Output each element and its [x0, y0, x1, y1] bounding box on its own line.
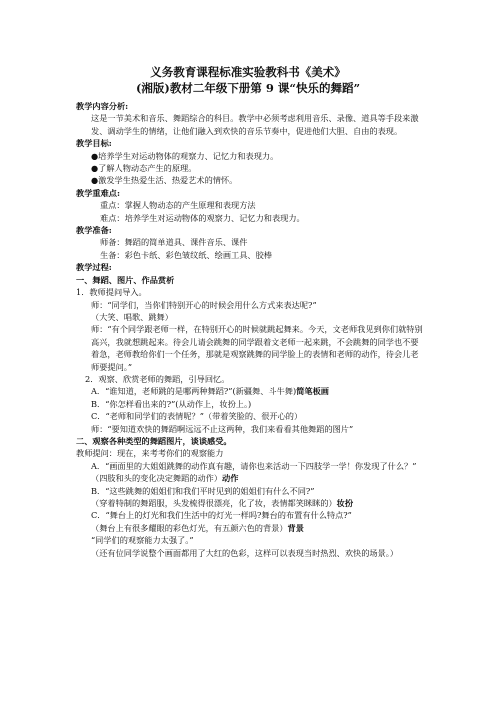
part2-heading: 二、观察各种类型的舞蹈图片，谈谈感受。	[76, 435, 232, 446]
title-block	[0, 64, 496, 96]
step1-teacher: 师：“同学们，当你们特别开心的时候会用什么方式来表达呢?”	[91, 299, 317, 310]
difficult-point: 难点：培养学生对运动物体的观察力、记忆力和表现力。	[100, 212, 305, 223]
part2-ask: 教师提问：现在，来考考你们的观察能力	[76, 448, 224, 459]
step2: 2．观察、欣赏老师的舞蹈，引导回忆。	[85, 373, 230, 384]
goal-item: ●了解人物动态产生的原理。	[91, 163, 197, 174]
part2-a-answer-line	[76, 472, 424, 484]
step2-a-text: A．“谁知道，老师跳的是哪两种舞蹈?”(新疆舞、斗牛舞)	[91, 386, 297, 397]
goal-item: ●激发学生热爱生活、热爱艺术的情怀。	[91, 175, 238, 186]
step1-answer: （大笑、唱歌、跳舞）	[91, 311, 173, 322]
content-analysis-heading: 教学内容分析:	[76, 101, 129, 111]
goals-heading: 教学目标:	[76, 138, 112, 149]
part2-c-bold: 背景	[287, 522, 304, 533]
key-points-heading: 教学重难点:	[76, 187, 120, 198]
step2-teacher: 师：“要知道欢快的舞蹈啊远远不止这两种，我们来看看其他舞蹈的图片”	[91, 423, 354, 434]
part2-a: A．“画面里的大姐姐跳舞的动作真有趣，请你也来活动一下四肢学一学！你发现了什么？”	[91, 460, 417, 471]
part1-heading: 一、舞蹈、图片、作品赏析	[76, 274, 175, 285]
step1-teacher-2: 师：“有个同学跟老师一样，在特别开心的时候就跳起舞来。今天，文老师我见到你们就特别高兴，我就想跳起来。待会儿请会跳舞的同学跟着文老师一起来跳，不会跳舞的同学也不要着急，老师教给你们一个任务，那就是观察跳舞的同学脸上的表情和老师的动作，待会儿老师要提问。”	[91, 324, 423, 372]
part2-c: C．“舞台上的灯光和我们生活中的灯光一样吗?舞台的布置有什么特点?”	[91, 510, 352, 521]
content-analysis-text: 这是一节美术和音乐、舞蹈综合的科目。教学中必须考虑利用音乐、录像、道具等手段来激发、调动学生的情绪，让他们融入到欢快的音乐节奏中，促进他们大胆、自由的表现。	[91, 113, 419, 136]
document-subtitle: (湘版)教材二年级下册第 9 课“快乐的舞蹈”	[135, 81, 361, 95]
prep-teacher: 师备：舞蹈的简单道具、课件音乐、课件	[100, 237, 248, 248]
key-point: 重点：掌握人物动态的产生原理和表现方法	[100, 200, 256, 211]
part2-c-answer: （舞台上有很多耀眼的彩色灯光，有五颜六色的背景）	[91, 522, 288, 533]
document-body	[76, 100, 424, 559]
part2-b: B．“这些跳舞的姐姐们和我们平时见到的姐姐们有什么不同?”	[91, 485, 315, 496]
prep-heading: 教学准备:	[76, 225, 112, 236]
part2-c-answer-line	[76, 522, 424, 534]
process-heading: 教学过程:	[76, 262, 112, 273]
part2-b-answer: （穿着特制的舞蹈服，头发梳得很漂亮，化了妆，表情都笑眯眯的）	[91, 498, 337, 508]
step2-c: C．“老师和同学们的表情呢？”（带着笑脸的、很开心的）	[91, 411, 303, 422]
prep-student: 生备：彩色卡纸、彩色皱纹纸、绘画工具、胶棒	[100, 249, 272, 260]
goal-item: ●培养学生对运动物体的观察力、记忆力和表现力。	[91, 150, 279, 161]
part2-a-bold: 动作	[222, 473, 239, 484]
part2-b-bold: 妆扮	[336, 498, 354, 508]
part2-a-answer: （四肢和头的变化决定舞蹈的动作）	[91, 473, 223, 484]
step2-a	[76, 385, 424, 397]
step2-a-bold: 简笔板画	[296, 386, 329, 397]
part2-praise: “同学们的观察能力太强了。”	[91, 535, 194, 546]
part2-note: （还有位同学说整个画面都用了大红的色彩，这样可以表现当时热烈、欢快的场景。）	[91, 547, 399, 558]
part2-b-answer-line	[76, 497, 424, 509]
step1: 1．教师提问导入。	[76, 287, 147, 298]
step2-b: B．“你怎样看出来的?”(从动作上，妆扮上。)	[91, 398, 252, 409]
document-title: 义务教育课程标准实验教科书《美术》	[150, 65, 346, 79]
